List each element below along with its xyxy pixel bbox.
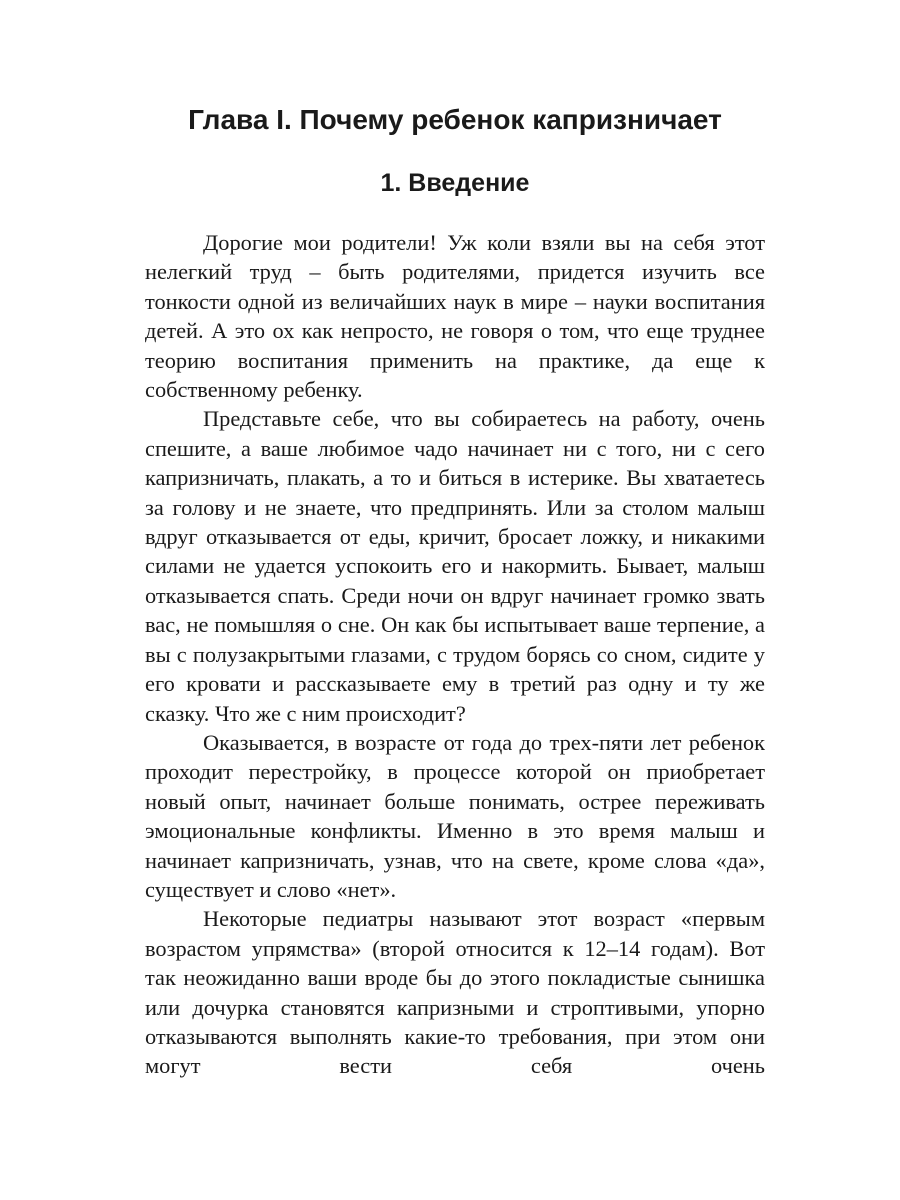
section-title: 1. Введение	[380, 169, 530, 197]
chapter-title: Глава I. Почему ребенок капризничает	[188, 104, 722, 135]
paragraph-4: Некоторые педиатры называют этот возраст «первым возрастом упрямства» (второй относится к 12–14 годам). Вот так неожиданно ваши вроде бы до этого покладистые сынишка или дочурка становятся капризными и строптивыми, упорно отказываются выполнять какие-то требования, при этом они могут вести себя очень	[145, 906, 765, 1079]
paragraph-3: Оказывается, в возрасте от года до трех-пяти лет ребенок проходит перестройку, в процессе которой он приобретает новый опыт, начинает больше понимать, острее переживать эмоциональные конфликты. Именно в это время малыш и начинает капризничать, узнав, что на свете, кроме слова «да», существует и слово «нет».	[145, 729, 765, 902]
paragraph-1: Дорогие мои родители! Уж коли взяли вы на себя этот нелегкий труд – быть родителями, придется изучить все тонкости одной из величайших наук в мире – науки воспитания детей. А это ох как непросто, не говоря о том, что еще труднее теорию воспитания применить на практике, да еще к собственному ребенку.	[145, 230, 765, 403]
book-page	[145, 0, 765, 1200]
paragraph-2: Представьте себе, что вы собираетесь на работу, очень спешите, а ваше любимое чадо начинает ни с того, ни с сего капризничать, плакать, а то и биться в истерике. Вы хватаетесь за голову и не знаете, что предпринять. Или за столом малыш вдруг отказывается от еды, кричит, бросает ложку, и никакими силами не удается успокоить его и накормить. Бывает, малыш отказывается спать. Среди ночи он вдруг начинает громко звать вас, не помышляя о сне. Он как бы испытывает ваше терпение, а вы с полузакрытыми глазами, с трудом борясь со сном, сидите у его кровати и рассказываете ему в третий раз одну и ту же сказку. Что же с ним происходит?	[145, 406, 765, 726]
body-text	[145, 228, 765, 1081]
